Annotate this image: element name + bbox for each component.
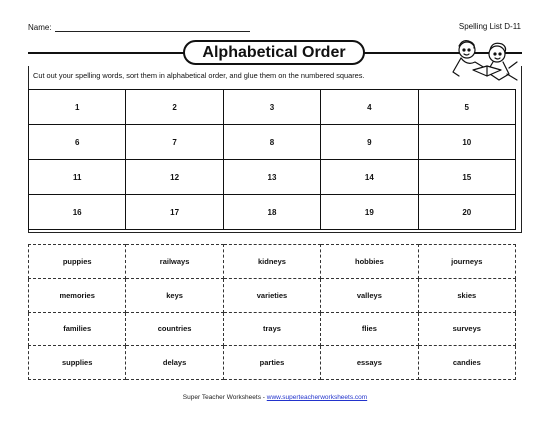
word-card[interactable]: trays xyxy=(223,312,320,346)
numbered-squares-grid xyxy=(28,89,516,230)
word-card[interactable]: kidneys xyxy=(223,245,320,279)
word-card[interactable]: supplies xyxy=(29,346,126,380)
numbered-square[interactable]: 16 xyxy=(29,195,126,230)
word-card[interactable]: keys xyxy=(126,278,223,312)
spelling-words-cutout-grid xyxy=(28,244,516,380)
numbered-square[interactable]: 14 xyxy=(321,160,418,195)
page-title: Alphabetical Order xyxy=(183,40,365,65)
numbered-square[interactable]: 3 xyxy=(223,90,320,125)
numbered-square[interactable]: 11 xyxy=(29,160,126,195)
numbered-square[interactable]: 1 xyxy=(29,90,126,125)
word-card[interactable]: puppies xyxy=(29,245,126,279)
table-row xyxy=(29,346,516,380)
table-row xyxy=(29,195,516,230)
instructions-text: Cut out your spelling words, sort them in alphabetical order, and glue them on the numbered squares. xyxy=(33,71,365,80)
numbered-square[interactable]: 15 xyxy=(418,160,515,195)
table-row xyxy=(29,312,516,346)
numbered-square[interactable]: 13 xyxy=(223,160,320,195)
table-row xyxy=(29,245,516,279)
spelling-list-id: Spelling List D-11 xyxy=(458,22,521,31)
table-row xyxy=(29,90,516,125)
numbered-square[interactable]: 4 xyxy=(321,90,418,125)
numbered-square[interactable]: 18 xyxy=(223,195,320,230)
word-card[interactable]: valleys xyxy=(321,278,418,312)
numbered-square[interactable]: 7 xyxy=(126,125,223,160)
numbered-square[interactable]: 10 xyxy=(418,125,515,160)
footer-website-link[interactable]: www.superteacherworksheets.com xyxy=(266,394,368,401)
word-card[interactable]: candies xyxy=(418,346,515,380)
word-card[interactable]: flies xyxy=(321,312,418,346)
numbered-square[interactable]: 17 xyxy=(126,195,223,230)
numbered-square[interactable]: 6 xyxy=(29,125,126,160)
footer-brand: Super Teacher Worksheets - xyxy=(182,394,267,401)
name-field xyxy=(28,22,250,32)
numbered-square[interactable]: 20 xyxy=(418,195,515,230)
word-card[interactable]: delays xyxy=(126,346,223,380)
numbered-square[interactable]: 2 xyxy=(126,90,223,125)
name-label: Name: xyxy=(28,23,52,32)
name-line[interactable] xyxy=(55,22,250,32)
word-card[interactable]: hobbies xyxy=(321,245,418,279)
word-card[interactable]: families xyxy=(29,312,126,346)
word-card[interactable]: journeys xyxy=(418,245,515,279)
word-card[interactable]: countries xyxy=(126,312,223,346)
word-card[interactable]: parties xyxy=(223,346,320,380)
table-row xyxy=(29,160,516,195)
word-card[interactable]: varieties xyxy=(223,278,320,312)
table-row xyxy=(29,278,516,312)
numbered-square[interactable]: 8 xyxy=(223,125,320,160)
word-card[interactable]: skies xyxy=(418,278,515,312)
table-row xyxy=(29,125,516,160)
word-card[interactable]: essays xyxy=(321,346,418,380)
numbered-square[interactable]: 19 xyxy=(321,195,418,230)
numbered-square[interactable]: 5 xyxy=(418,90,515,125)
word-card[interactable]: railways xyxy=(126,245,223,279)
numbered-square[interactable]: 9 xyxy=(321,125,418,160)
numbered-square[interactable]: 12 xyxy=(126,160,223,195)
word-card[interactable]: surveys xyxy=(418,312,515,346)
footer xyxy=(0,394,550,401)
word-card[interactable]: memories xyxy=(29,278,126,312)
